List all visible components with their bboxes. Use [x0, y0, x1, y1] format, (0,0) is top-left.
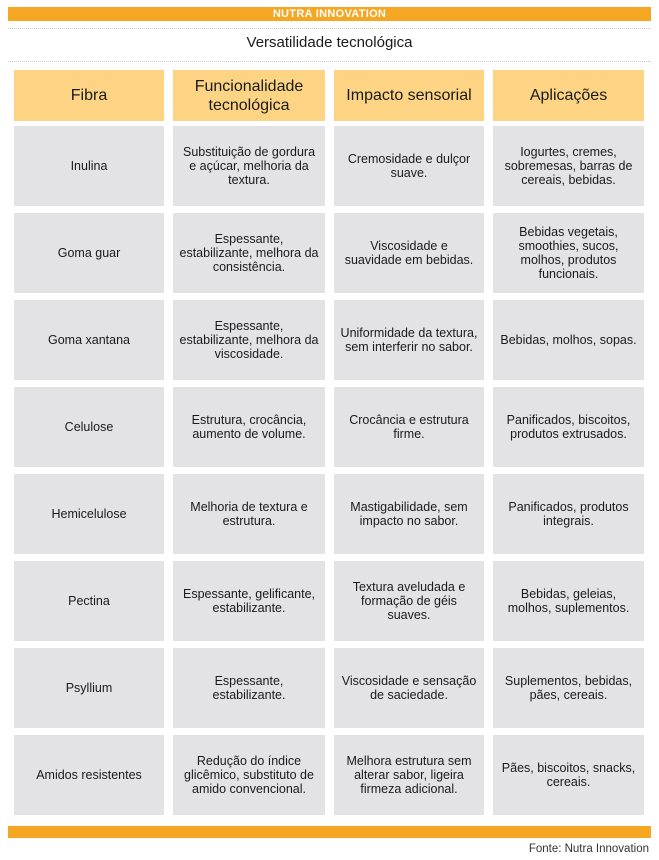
table-cell-impacto: Viscosidade e sensação de saciedade. [334, 648, 484, 728]
table-cell-aplicacoes: Bebidas vegetais, smoothies, sucos, molhos, produtos funcionais. [493, 213, 644, 293]
row-spacer [14, 641, 644, 648]
brand-banner: NUTRA INNOVATION [8, 7, 651, 21]
table-cell-fibra: Inulina [14, 126, 164, 206]
table-cell-fibra: Goma guar [14, 213, 164, 293]
row-spacer [14, 293, 644, 300]
table-cell-fibra: Hemicelulose [14, 474, 164, 554]
table-cell-funcionalidade: Espessante, gelificante, estabilizante. [173, 561, 325, 641]
table-cell-impacto: Uniformidade da textura, sem interferir no sabor. [334, 300, 484, 380]
table-cell-funcionalidade: Espessante, estabilizante, melhora da viscosidade. [173, 300, 325, 380]
table-cell-funcionalidade: Redução do índice glicêmico, substituto de amido convencional. [173, 735, 325, 815]
header-fibra: Fibra [14, 70, 164, 121]
table-cell-aplicacoes: Pães, biscoitos, snacks, cereais. [493, 735, 644, 815]
table-cell-aplicacoes: Panificados, biscoitos, produtos extrusados. [493, 387, 644, 467]
row-spacer [14, 728, 644, 735]
table-cell-fibra: Psyllium [14, 648, 164, 728]
table-cell-aplicacoes: Suplementos, bebidas, pães, cereais. [493, 648, 644, 728]
fiber-table [14, 70, 645, 815]
table-cell-aplicacoes: Bebidas, geleias, molhos, suplementos. [493, 561, 644, 641]
header-funcionalidade: Funcionalidade tecnológica [173, 70, 325, 121]
source-note: Fonte: Nutra Innovation [528, 843, 649, 855]
table-cell-funcionalidade: Substituição de gordura e açúcar, melhoria da textura. [173, 126, 325, 206]
table-cell-fibra: Celulose [14, 387, 164, 467]
footer-bar [8, 826, 651, 838]
table-cell-impacto: Viscosidade e suavidade em bebidas. [334, 213, 484, 293]
table-cell-aplicacoes: Iogurtes, cremes, sobremesas, barras de cereais, bebidas. [493, 126, 644, 206]
table-cell-impacto: Cremosidade e dulçor suave. [334, 126, 484, 206]
table-cell-funcionalidade: Espessante, estabilizante. [173, 648, 325, 728]
table-cell-funcionalidade: Espessante, estabilizante, melhora da consistência. [173, 213, 325, 293]
table-cell-fibra: Amidos resistentes [14, 735, 164, 815]
row-spacer [14, 206, 644, 213]
divider [8, 28, 651, 29]
row-spacer [14, 380, 644, 387]
table-cell-impacto: Textura aveludada e formação de géis suaves. [334, 561, 484, 641]
table-cell-funcionalidade: Melhoria de textura e estrutura. [173, 474, 325, 554]
table-cell-fibra: Goma xantana [14, 300, 164, 380]
table-cell-aplicacoes: Panificados, produtos integrais. [493, 474, 644, 554]
row-spacer [14, 467, 644, 474]
header-impacto: Impacto sensorial [334, 70, 484, 121]
table-cell-impacto: Mastigabilidade, sem impacto no sabor. [334, 474, 484, 554]
page-title: Versatilidade tecnológica [246, 34, 413, 51]
table-cell-funcionalidade: Estrutura, crocância, aumento de volume. [173, 387, 325, 467]
table-cell-impacto: Crocância e estrutura firme. [334, 387, 484, 467]
table-cell-impacto: Melhora estrutura sem alterar sabor, ligeira firmeza adicional. [334, 735, 484, 815]
divider [8, 61, 651, 62]
table-cell-fibra: Pectina [14, 561, 164, 641]
table-cell-aplicacoes: Bebidas, molhos, sopas. [493, 300, 644, 380]
row-spacer [14, 554, 644, 561]
header-aplicacoes: Aplicações [493, 70, 644, 121]
